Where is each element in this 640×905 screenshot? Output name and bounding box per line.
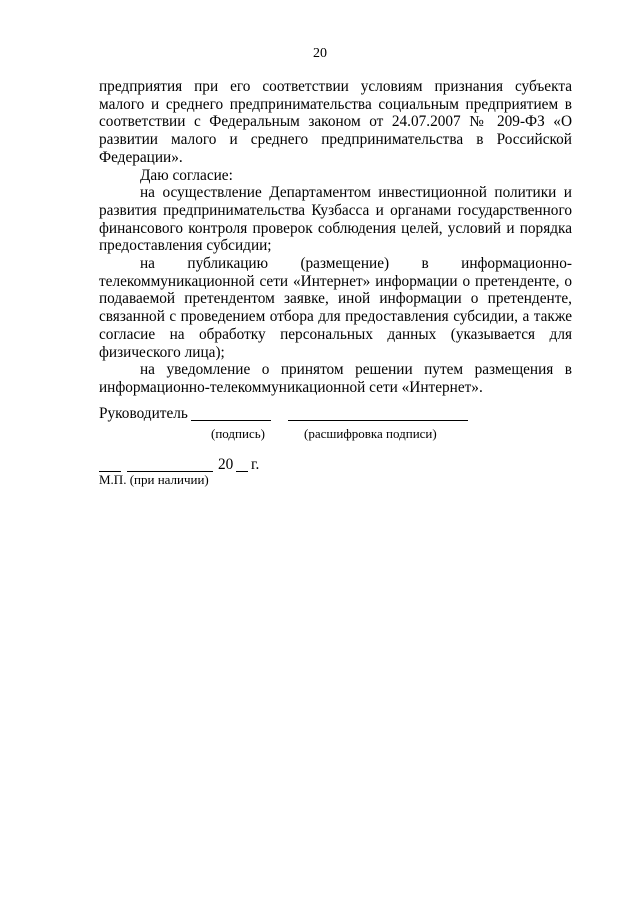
signature-caption: (подпись) xyxy=(211,426,265,441)
paragraph-consent-notification: на уведомление о принятом решении путем размещения в информационно-телекоммуникационной сети «Интернет». xyxy=(99,361,572,396)
paragraph-social-enterprise: предприятия при его соответствии условиям признания субъекта малого и среднего предпринимательства социальным предприятием в соответствии с Федеральным законом от 24.07.2007 № 209-ФЗ «О развитии малого и среднего предпринимательства в Российской Федерации». xyxy=(99,78,572,166)
signatory-label: Руководитель xyxy=(99,405,188,422)
paragraph-consent-publication: на публикацию (размещение) в информационно-телекоммуникационной сети «Интернет» информации о претенденте, о подаваемой претендентом заявке, иной информации о претенденте, связанной с проведением отбора для предоставления субсидии, а также согласие на обработку персональных данных (указывается для физического лица); xyxy=(99,255,572,361)
page-number: 20 xyxy=(313,46,327,61)
signature-decoding-line xyxy=(288,420,468,421)
document-body xyxy=(99,78,572,397)
paragraph-consent-heading: Даю согласие: xyxy=(140,166,233,184)
signature-row xyxy=(99,405,572,425)
date-year-suffix: г. xyxy=(251,456,260,473)
paragraph-consent-inspection: на осуществление Департаментом инвестиционной политики и развития предпринимательства Кузбасса и органами государственного финансового контроля проверок соблюдения целей, условий и порядка предоставления субсидии; xyxy=(99,184,572,255)
date-year-prefix: 20 xyxy=(218,456,234,473)
signature-line xyxy=(191,420,271,421)
signature-decoding-caption: (расшифровка подписи) xyxy=(304,426,437,441)
date-year-line xyxy=(236,471,248,472)
stamp-note: М.П. (при наличии) xyxy=(99,472,209,487)
